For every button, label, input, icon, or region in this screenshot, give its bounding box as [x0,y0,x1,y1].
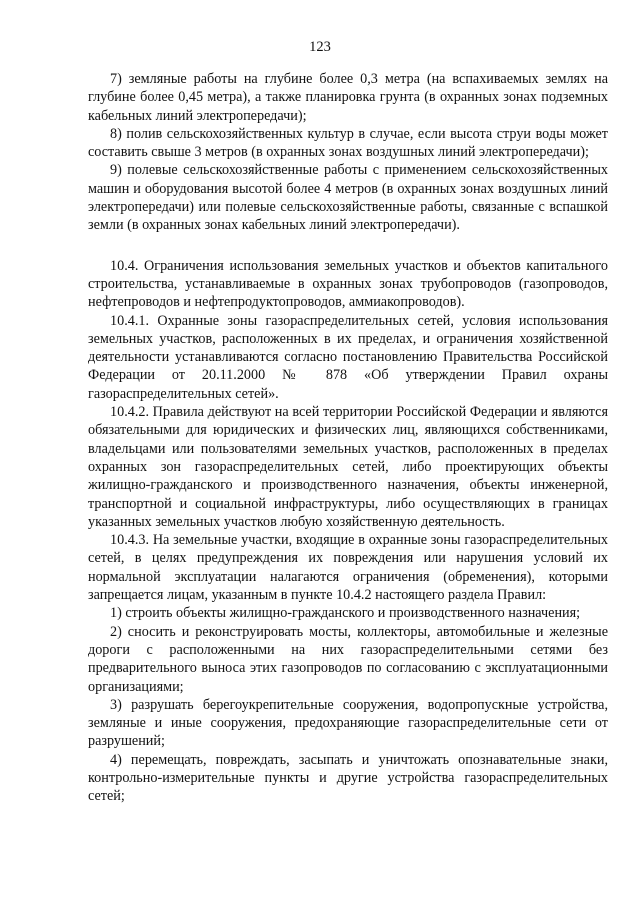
paragraph-10-4-3: 10.4.3. На земельные участки, входящие в охранные зоны газораспределительных сетей, в целях предупреждения их повреждения или нарушения условий их нормальной эксплуатации налагаются ограничения (обременения), которыми запрещается лицам, указанным в пункте 10.4.2 настоящего раздела Правил: [88,532,608,604]
paragraph-10-4-1: 10.4.1. Охранные зоны газораспределительных сетей, условия использования земельных участков, расположенных в их пределах, и ограничения хозяйственной деятельности устанавливаются согласно постановлению Правительства Российской Федерации от 20.11.2000 № 878 «Об утверждении Правил охраны газораспределительных сетей». [88,312,608,402]
document-body [88,70,608,806]
page-number: 123 [309,39,331,55]
section-gap [88,235,608,257]
paragraph-item-7: 7) земляные работы на глубине более 0,3 метра (на вспахиваемых землях на глубине более 0,45 метра), а также планировка грунта (в охранных зонах подземных кабельных линий электропередачи); [88,71,608,124]
paragraph-item-8: 8) полив сельскохозяйственных культур в случае, если высота струи воды может составить свыше 3 метров (в охранных зонах воздушных линий электропередачи); [88,125,608,161]
paragraph-10-4-2: 10.4.2. Правила действуют на всей территории Российской Федерации и являются обязательными для юридических и физических лиц, являющихся собственниками, владельцами или пользователями земельных участков, расположенных в пределах охранных зон газораспределительных сетей, либо проектирующих объекты жилищно-гражданского и производственного назначения, объекты инженерной, транспортной и социальной инфраструктуры, либо осуществляющих в границах указанных земельных участков любую хозяйственную деятельность. [88,404,608,530]
restriction-item-4: 4) перемещать, повреждать, засыпать и уничтожать опознавательные знаки, контрольно-измерительные пункты и другие устройства газораспределительных сетей; [88,751,608,805]
paragraph-item-9: 9) полевые сельскохозяйственные работы с применением сельскохозяйственных машин и оборудования высотой более 4 метров (в охранных зонах воздушных линий электропередачи) или полевые сельскохозяйственные работы, связанные с вспашкой земли (в охранных зонах кабельных линий электропередачи). [88,162,608,234]
restriction-item-3: 3) разрушать берегоукрепительные сооружения, водопропускные устройства, земляные и иные сооружения, предохраняющие газораспределительные сети от разрушений; [88,696,608,750]
restriction-item-1: 1) строить объекты жилищно-гражданского и производственного назначения; [110,605,581,622]
section-10-4-heading: 10.4. Ограничения использования земельных участков и объектов капитального строительства, устанавливаемые в охранных зонах трубопроводов (газопроводов, нефтепроводов и нефтепродуктопроводов, аммиакопроводов). [88,257,608,311]
restriction-item-2: 2) сносить и реконструировать мосты, коллекторы, автомобильные и железные дороги с расположенными на них газораспределительными сетями без предварительного выноса этих газопроводов по согласованию с эксплуатационными организациями; [88,623,608,695]
